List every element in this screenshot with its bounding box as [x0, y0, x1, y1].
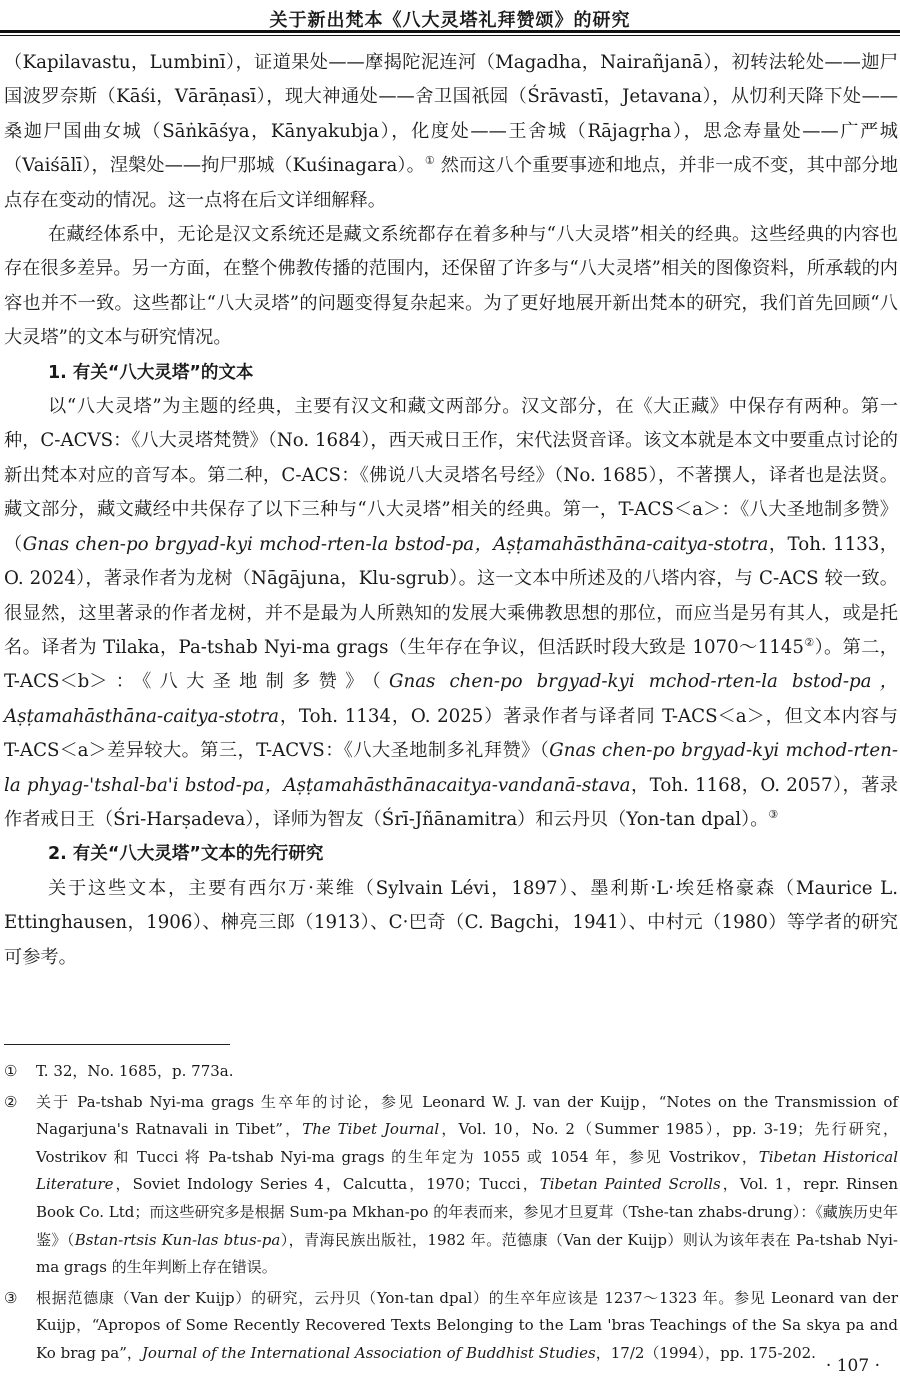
footnote-2-part-c: ，Soviet Indology Series 4，Calcutta，1970；Tucci，: [113, 1175, 540, 1194]
paragraph-1: [4, 46, 898, 218]
paragraph-3-part-e: ，Toh. 1168，O. 2057），著录作者戒日王（Śri-Harṣadeva），译师为智友（Śrī-Jñānamitra）和云丹贝（Yon-tan dpal）。: [4, 774, 898, 830]
footnote-3-part-a: 根据范德康（Van der Kuijp）的研究，云丹贝（Yon-tan dpal）的生卒年应该是 1237～1323 年。参见 Leonard van der Kuijp，“Apropos of Some Recently Recovered Texts Belonging to the Lam 'bras Teachings of the Sa skya pa and Ko brag pa”，: [36, 1288, 898, 1362]
footnote-3: [4, 1285, 898, 1368]
paragraph-3-part-b: ，Toh. 1133，O. 2024），著录作者为龙树（Nāgājuna，Klu-sgrub）。这一文本中所述及的八塔内容，与 C-ACS 较一致。很显然，这里著录的作者龙树，并不是最为人所熟知的发展大乘佛教思想的那位，而应当是另有其人，或是托名。译者为 Tilaka，Pa-tshab Nyi-ma grags（生年存在争议，但活跃时段大致是 1070～1145: [4, 533, 898, 658]
footnote-1-part-a: T. 32，No. 1685，p. 773a.: [36, 1062, 234, 1080]
footnote-text: [36, 1089, 898, 1282]
page-number: · 107 ·: [825, 1356, 880, 1376]
footnote-ref-2[interactable]: ②: [803, 635, 815, 649]
paragraph-3-part-a: 以“八大灵塔”为主题的经典，主要有汉文和藏文两部分。汉文部分，在《大正藏》中保存有两种。第一种，C-ACVS：《八大灵塔梵赞》（No. 1684），西天戒日王作，宋代法贤音译。该文本就是本文中要重点讨论的新出梵本对应的音写本。第二种，C-ACS：《佛说八大灵塔名号经》（No. 1685），不著撰人，译者也是法贤。藏文部分，藏文藏经中共保存了以下三种与“八大灵塔”相关的经典。第一，T-ACS＜a＞：《八大圣地制多赞》（: [4, 396, 898, 555]
main-text: [4, 46, 898, 975]
book-title: Tibetan Painted Scrolls: [539, 1175, 721, 1194]
footnote-number: ①: [4, 1062, 18, 1080]
tibetan-title-3: Gnas chen-po brgyad-kyi mchod-rten-la phyag-'tshal-ba'i bstod-pa，Aṣṭamahāsthānacaitya-vandanā-stava: [4, 740, 898, 796]
header-title: 关于新出梵本《八大灵塔礼拜赞颂》的研究: [269, 10, 631, 31]
footnote-ref-1[interactable]: ①: [424, 154, 435, 168]
footnote-number: ②: [4, 1092, 18, 1111]
footnote-text: [36, 1058, 898, 1086]
running-header: [0, 0, 900, 36]
section-heading-2: 2. 有关“八大灵塔”文本的先行研究: [48, 844, 324, 865]
footnotes: [4, 1058, 898, 1371]
paragraph-3-part-d: ，Toh. 1134，O. 2025）著录作者与译者同 T-ACS＜a＞，但文本内容与 T-ACS＜a＞差异较大。第三，T-ACVS：《八大圣地制多礼拜赞》（: [4, 705, 898, 762]
paragraph-1-text: （Kapilavastu，Lumbinī），证道果处——摩揭陀泥连河（Magadha，Nairañjanā），初转法轮处——迦尸国波罗奈斯（Kāśi，Vārāṇasī），现大神通处——舍卫国祇园（Śrāvastī，Jetavana），从忉利天降下处——桑迦尸国曲女城（Sāṅkāśya，Kānyakubja），化度处——王舍城（Rājagṛha），思念寿量处——广严城（Vaiśālī），涅槃处——拘尸那城（Kuśinagara）。: [4, 52, 898, 177]
paragraph-3-part-c: ）。第二，T-ACS＜b＞：《八大圣地制多赞》（: [4, 636, 898, 693]
section-heading-1: 1. 有关“八大灵塔”的文本: [48, 362, 254, 383]
tibetan-book-title: Bstan-rtsis Kun-las btus-pa: [74, 1230, 281, 1249]
footnote-2-part-d: ，Vol. 1，repr. Rinsen Book Co. Ltd；而这些研究多是根据 Sum-pa Mkhan-po 的年表而来，参见才旦夏茸（Tshe-tan zhabs-drung）：《藏族历史年鉴》（: [36, 1175, 898, 1249]
footnote-separator: [4, 1044, 230, 1045]
footnote-number: ③: [4, 1288, 18, 1307]
journal-title: The Tibet Journal: [302, 1120, 440, 1139]
header-double-rule: [0, 30, 900, 36]
footnote-2: [4, 1089, 898, 1282]
tibetan-title-1: Gnas chen-po brgyad-kyi mchod-rten-la bstod-pa，Aṣṭamahāsthāna-caitya-stotra: [22, 533, 769, 555]
paragraph-4: 关于这些文本，主要有西尔万·莱维（Sylvain Lévi，1897）、墨利斯·L·埃廷格豪森（Maurice L. Ettinghausen，1906）、榊亮三郎（1913）、C·巴奇（C. Bagchi，1941）、中村元（1980）等学者的研究可参考。: [4, 877, 898, 968]
footnote-3-part-b: ，17/2（1994），pp. 175-202.: [595, 1343, 816, 1362]
footnote-ref-3[interactable]: ③: [768, 807, 779, 821]
footnote-1: [4, 1058, 898, 1086]
footnote-2-part-b: ，Vol. 10，No. 2（Summer 1985），pp. 3-19；先行研究，Vostrikov 和 Tucci 将 Pa-tshab Nyi-ma grags 的生年定为 1055 或 1054 年，参见 Vostrikov，: [36, 1120, 899, 1166]
tibetan-title-2: Gnas chen-po brgyad-kyi mchod-rten-la bstod-pa，Aṣṭamahāsthāna-caitya-stotra: [4, 671, 898, 727]
footnote-text: [36, 1285, 898, 1368]
journal-title: Journal of the International Association of Buddhist Studies: [141, 1343, 596, 1362]
footnote-2-part-a: 关于 Pa-tshab Nyi-ma grags 生卒年的讨论，参见 Leonard W. J. van der Kuijp，“Notes on the Transmission of Nagarjuna's Ratnavali in Tibet”，: [36, 1092, 898, 1139]
book-title: Tibetan Historical Literature: [36, 1147, 898, 1194]
footnote-2-part-e: ），青海民族出版社，1982 年。范德康（Van der Kuijp）则认为该年表在 Pa-tshab Nyi-ma grags 的生年判断上存在错误。: [36, 1230, 898, 1277]
paragraph-3: [4, 390, 898, 837]
paragraph-1-tail: 然而这八个重要事迹和地点，并非一成不变，其中部分地点存在变动的情况。这一点将在后文详细解释。: [4, 155, 898, 211]
paragraph-2: 在藏经体系中，无论是汉文系统还是藏文系统都存在着多种与“八大灵塔”相关的经典。这些经典的内容也存在很多差异。另一方面，在整个佛教传播的范围内，还保留了许多与“八大灵塔”相关的图像资料，所承载的内容也并不一致。这些都让“八大灵塔”的问题变得复杂起来。为了更好地展开新出梵本的研究，我们首先回顾“八大灵塔”的文本与研究情况。: [4, 224, 898, 349]
